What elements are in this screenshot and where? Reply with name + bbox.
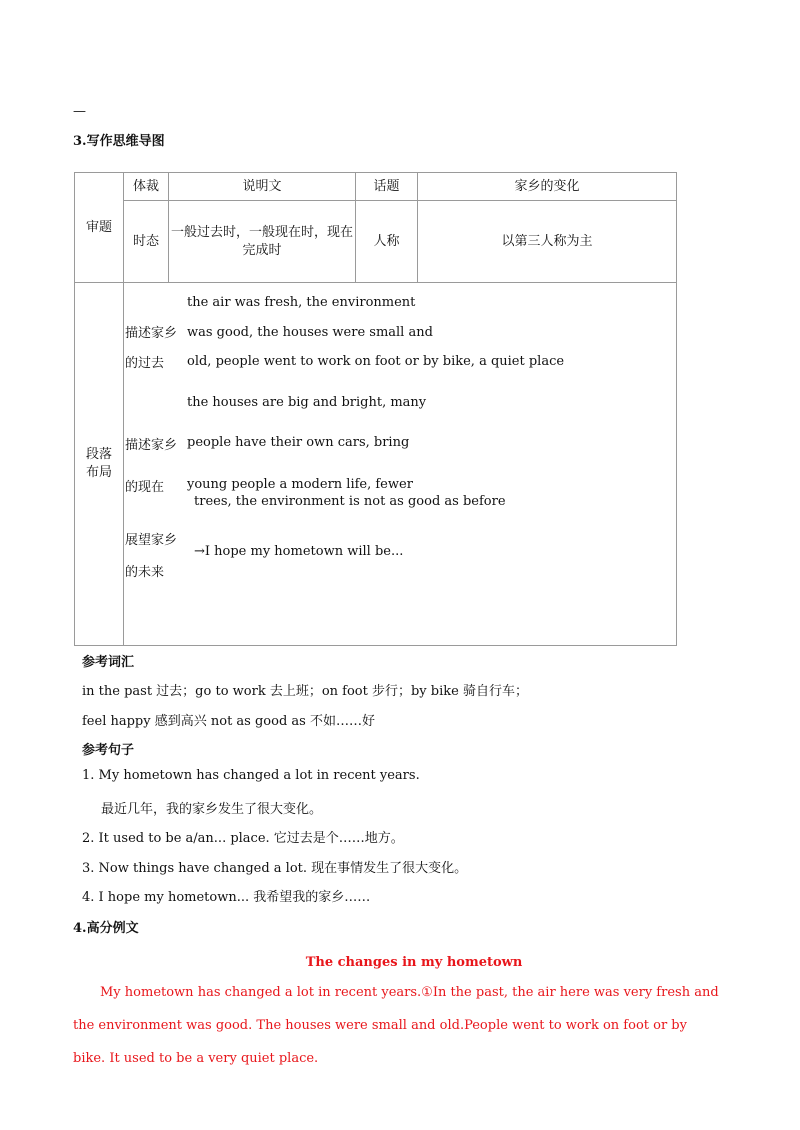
table-border-right: [676, 172, 677, 646]
future-label-line1: 展望家乡: [125, 533, 178, 548]
past-line-3: old, people went to work on foot or by bike, a quiet place: [187, 354, 565, 369]
vocab-title: 参考词汇: [82, 655, 135, 670]
cell-shenti: 审题: [85, 219, 112, 235]
present-line-2: people have their own cars, bring: [187, 435, 410, 450]
cell-topic-label: 话题: [373, 178, 400, 194]
cell-person-label: 人称: [373, 233, 400, 249]
section-4-title: 4.高分例文: [73, 921, 139, 936]
past-label-line2: 的过去: [125, 356, 165, 371]
present-line-4: trees, the environment is not as good as before: [194, 494, 506, 509]
cell-person-value: 以第三人称为主: [501, 233, 593, 249]
past-line-2: was good, the houses were small and: [187, 325, 433, 340]
sentence-3: 3. Now things have changed a lot. 现在事情发生了很大变化。: [82, 861, 468, 876]
past-line-1: the air was fresh, the environment: [187, 295, 416, 310]
present-line-1: the houses are big and bright, many: [187, 395, 427, 410]
table-border-bottom: [74, 645, 677, 646]
sentence-1-cn: 最近几年，我的家乡发生了很大变化。: [101, 802, 323, 817]
essay-paragraph: My hometown has changed a lot in recent years.①In the past, the air here was very fresh and the environment was good. The houses were small and old.People went to work on foot or by bike. It used to be a very quiet place.: [73, 985, 719, 1066]
present-label-line1: 描述家乡: [125, 438, 178, 453]
table-border-row2: [74, 282, 677, 283]
vocab-line-2: feel happy 感到高兴 not as good as 不如……好: [82, 714, 375, 729]
vocab-line-1: in the past 过去；go to work 去上班；on foot 步行；by bike 骑自行车；: [82, 684, 528, 699]
future-line-1: →I hope my hometown will be...: [194, 544, 404, 559]
past-label-line1: 描述家乡: [125, 326, 178, 341]
present-line-3: young people a modern life, fewer: [187, 477, 413, 492]
sentence-1: 1. My hometown has changed a lot in recent years.: [82, 768, 420, 783]
cell-genre-value: 说明文: [242, 178, 282, 194]
section-3-title: 3.写作思维导图: [73, 134, 165, 149]
essay-title: The changes in my hometown: [305, 955, 523, 970]
header-dash: —: [73, 104, 86, 119]
present-label-line2: 的现在: [125, 480, 165, 495]
cell-tense-value: 一般过去时，一般现在时，现在完成时: [171, 224, 354, 258]
cell-tense-label: 时态: [132, 233, 159, 249]
cell-topic-value: 家乡的变化: [514, 178, 580, 194]
sentence-2: 2. It used to be a/an... place. 它过去是个……地方。: [82, 831, 404, 846]
cell-genre-label: 体裁: [132, 178, 159, 194]
cell-layout-label: 段落布局: [86, 447, 113, 480]
sentence-4: 4. I hope my hometown... 我希望我的家乡……: [82, 890, 371, 905]
sentences-title: 参考句子: [82, 743, 135, 758]
future-label-line2: 的未来: [125, 565, 165, 580]
